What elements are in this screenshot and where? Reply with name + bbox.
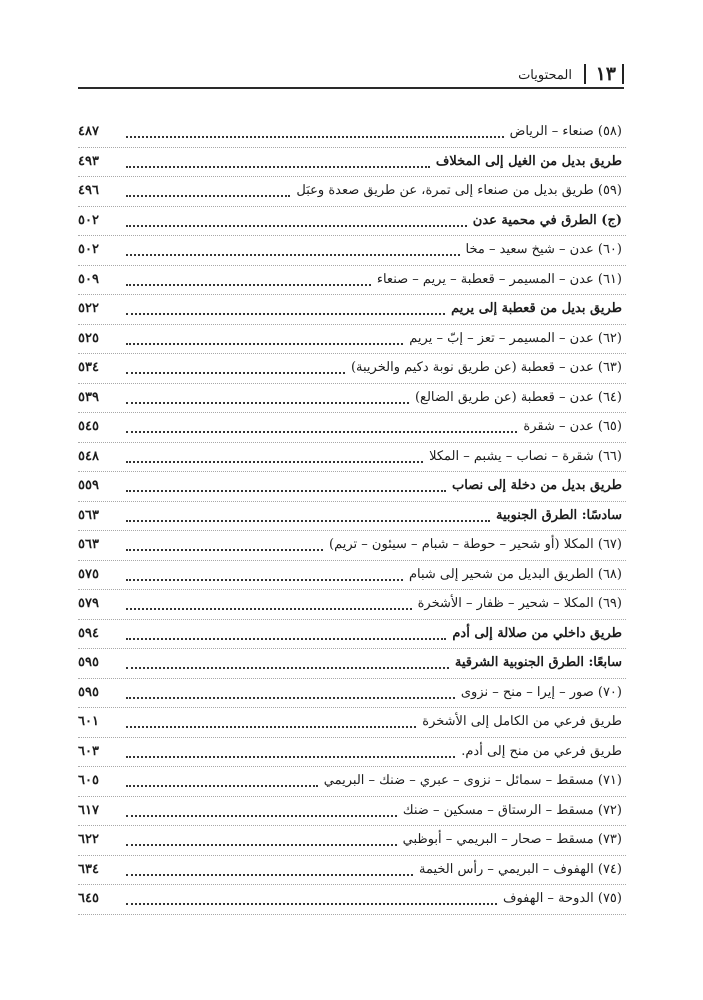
toc-entry [78, 708, 626, 738]
page-number: ١٣ [595, 63, 616, 85]
toc-entry [78, 266, 626, 296]
toc-entry [78, 148, 626, 178]
dot-leader [126, 213, 467, 227]
dot-leader [126, 154, 430, 168]
toc-entry-title: (٦٢) عدن – المسيمر – تعز – إبّ – يريم [403, 330, 626, 348]
toc-page-number: ٥٠٢ [78, 212, 99, 228]
toc-entry [78, 767, 626, 797]
toc-page-number: ٦٠٣ [78, 743, 99, 759]
toc-page-number: ٥٧٩ [78, 596, 99, 612]
toc-entry [78, 620, 626, 650]
toc-entry [78, 502, 626, 532]
toc-entry [78, 413, 626, 443]
toc-entry [78, 797, 626, 827]
dot-leader [126, 891, 497, 905]
toc-section-heading: طريق بديل من الغيل إلى المخلاف [430, 153, 626, 171]
toc-entry [78, 472, 626, 502]
dot-leader [126, 449, 423, 463]
toc-page-number: ٥٤٨ [78, 448, 99, 464]
toc-page-number: ٦٠١ [78, 714, 99, 730]
toc-entry [78, 207, 626, 237]
toc-page-number: ٥٣٤ [78, 360, 99, 376]
toc-page-number: ٤٩٦ [78, 183, 99, 199]
dot-leader [126, 537, 323, 551]
toc-page-number: ٥٦٣ [78, 507, 99, 523]
dot-leader [126, 390, 409, 404]
dot-leader [126, 596, 412, 610]
toc-entry-title: (٦٩) المكلا – شحير – ظفار – الأشخرة [412, 595, 626, 613]
table-of-contents [78, 118, 626, 915]
dot-leader [126, 419, 517, 433]
toc-entry-title: (٦٧) المكلا (أو شحير – حوطة – شبام – سيئون – تريم) [323, 536, 626, 554]
dot-leader [126, 331, 403, 345]
dot-leader [126, 124, 504, 138]
toc-page-number: ٥٢٥ [78, 330, 99, 346]
dot-leader [126, 626, 446, 640]
toc-entry [78, 118, 626, 148]
dot-leader [126, 744, 455, 758]
toc-entry-title: (٦٥) عدن – شقرة [517, 418, 626, 436]
toc-page-number: ٤٨٧ [78, 124, 99, 140]
toc-page-number: ٥٦٣ [78, 537, 99, 553]
toc-entry-title: (٦٣) عدن – قعطبة (عن طريق نوبة دكيم والخريبة) [345, 359, 626, 377]
toc-entry [78, 295, 626, 325]
toc-entry [78, 177, 626, 207]
toc-page-number: ٥٢٢ [78, 301, 99, 317]
dot-leader [126, 685, 455, 699]
dot-leader [126, 183, 290, 197]
header-rule [78, 87, 624, 89]
dot-leader [126, 242, 460, 256]
toc-page-number: ٥٩٥ [78, 684, 99, 700]
toc-entry [78, 561, 626, 591]
dot-leader [126, 714, 416, 728]
header-separator [622, 64, 624, 84]
toc-entry [78, 384, 626, 414]
header-separator-inner [584, 64, 586, 84]
toc-entry-title: (٦٨) الطريق البديل من شحير إلى شبام [403, 566, 626, 584]
toc-section-heading: طريق بديل من قعطبة إلى يريم [445, 300, 626, 318]
toc-entry [78, 649, 626, 679]
running-title: المحتويات [518, 68, 572, 83]
toc-page-number: ٦٣٤ [78, 861, 99, 877]
toc-entry [78, 679, 626, 709]
toc-entry-title: (٧٣) مسقط – صحار – البريمي – أبوظبي [397, 831, 626, 849]
dot-leader [126, 360, 345, 374]
toc-page-number: ٥٥٩ [78, 478, 99, 494]
toc-entry [78, 531, 626, 561]
toc-entry-title: (٥٨) صنعاء – الرياض [504, 123, 626, 141]
toc-section-heading: طريق بديل من دخلة إلى نصاب [446, 477, 626, 495]
toc-page-number: ٥٣٩ [78, 389, 99, 405]
toc-page-number: ٦٤٥ [78, 891, 99, 907]
toc-page-number: ٦٢٢ [78, 832, 99, 848]
toc-entry [78, 325, 626, 355]
toc-entry-title: (٧٥) الدوحة – الهفوف [497, 890, 626, 908]
toc-page-number: ٦١٧ [78, 802, 99, 818]
toc-page-number: ٥٤٥ [78, 419, 99, 435]
toc-entry-title: (٧٢) مسقط – الرستاق – مسكين – ضنك [397, 802, 626, 820]
dot-leader [126, 862, 413, 876]
toc-entry-title: (٧٤) الهفوف – البريمي – رأس الخيمة [413, 861, 626, 879]
toc-section-heading: (ج) الطرق في محمية عدن [467, 212, 626, 230]
toc-entry [78, 738, 626, 768]
toc-entry-title: (٦١) عدن – المسيمر – قعطبة – يريم – صنعاء [371, 271, 626, 289]
dot-leader [126, 478, 446, 492]
dot-leader [126, 272, 371, 286]
toc-entry [78, 443, 626, 473]
dot-leader [126, 567, 403, 581]
toc-entry [78, 885, 626, 915]
toc-entry-title: (٥٩) طريق بديل من صنعاء إلى تمرة، عن طريق صعدة وعبَل [290, 182, 626, 200]
toc-entry-title: طريق فرعي من منح إلى أدم. [455, 743, 626, 761]
toc-page-number: ٥٩٤ [78, 625, 99, 641]
toc-page-number: ٥٩٥ [78, 655, 99, 671]
toc-page-number: ٥٠٩ [78, 271, 99, 287]
toc-entry-title: (٦٤) عدن – قعطبة (عن طريق الضالع) [409, 389, 626, 407]
toc-page-number: ٤٩٣ [78, 153, 99, 169]
toc-entry [78, 590, 626, 620]
dot-leader [126, 773, 318, 787]
toc-section-heading: سادسًا: الطرق الجنوبية [490, 507, 626, 525]
toc-entry-title: طريق فرعي من الكامل إلى الأشخرة [416, 713, 626, 731]
dot-leader [126, 508, 490, 522]
toc-entry [78, 354, 626, 384]
toc-entry [78, 826, 626, 856]
dot-leader [126, 301, 445, 315]
toc-page-number: ٥٠٢ [78, 242, 99, 258]
dot-leader [126, 803, 397, 817]
toc-page-number: ٦٠٥ [78, 773, 99, 789]
toc-entry-title: (٧٠) صور – إيرا – منح – نزوى [455, 684, 626, 702]
dot-leader [126, 655, 449, 669]
toc-entry-title: (٦٦) شقرة – نصاب – يشبم – المكلا [423, 448, 626, 466]
toc-entry [78, 236, 626, 266]
toc-entry-title: (٧١) مسقط – سمائل – نزوى – عبري – ضنك – البريمي [318, 772, 626, 790]
dot-leader [126, 832, 397, 846]
toc-section-heading: سابعًا: الطرق الجنوبية الشرقية [449, 654, 626, 672]
toc-entry [78, 856, 626, 886]
page-header [78, 62, 624, 90]
toc-page-number: ٥٧٥ [78, 566, 99, 582]
toc-section-heading: طريق داخلي من صلالة إلى أدم [446, 625, 626, 643]
toc-entry-title: (٦٠) عدن – شيخ سعيد – مخا [460, 241, 626, 259]
